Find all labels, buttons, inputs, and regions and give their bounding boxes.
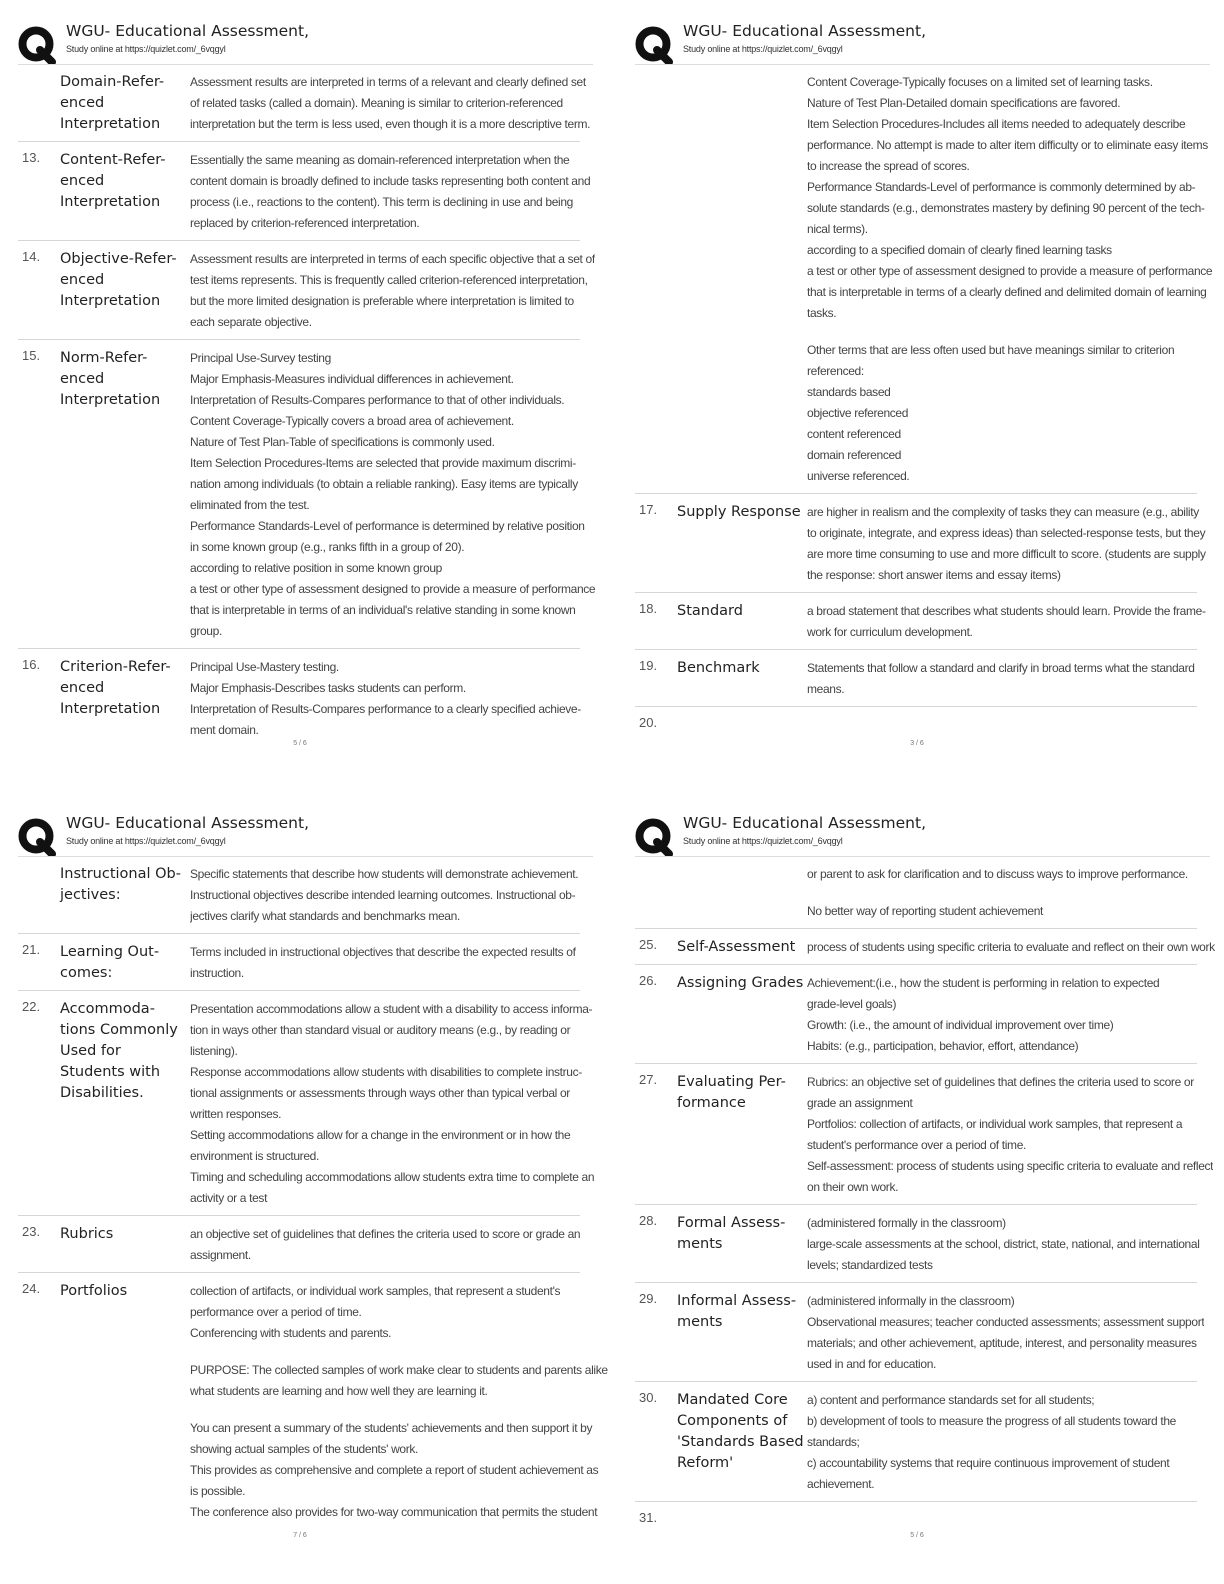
term-label (60, 348, 190, 642)
definition-line: process of students using specific criteria to evaluate and reflect on their own work (807, 940, 1215, 954)
page-top-left (0, 0, 600, 760)
definition-text (190, 999, 594, 1209)
row-number: 16. (22, 657, 41, 672)
definition-line: that is interpretable in terms of a clearly defined and delimited domain of learning (807, 285, 1207, 299)
term-label (677, 1213, 807, 1276)
definition-line: b) development of tools to measure the progress of all students toward the (807, 1414, 1176, 1428)
definition-line: solute standards (e.g., demonstrates mastery by defining 90 percent of the tech- (807, 201, 1205, 215)
table-row (18, 934, 580, 991)
row-number: 22. (22, 999, 41, 1014)
definition-line: tional assignments or assessments through ways other than typical verbal or (190, 1086, 570, 1100)
row-number (18, 864, 60, 927)
definition-line: collection of artifacts, or individual work samples, that represent a student's (190, 1284, 561, 1298)
definition-line: Response accommodations allow students with disabilities to complete instruc- (190, 1065, 582, 1079)
row-number: 31. (639, 1510, 658, 1525)
definition-line: large-scale assessments at the school, district, state, national, and international (807, 1237, 1200, 1251)
term-line: Interpretation (60, 701, 161, 717)
definition-text (807, 658, 1197, 700)
definition-line: Nature of Test Plan-Detailed domain specifications are favored. (807, 96, 1121, 110)
term-line: Interpretation (60, 392, 161, 408)
term-label (677, 1390, 807, 1495)
glossary-table (635, 856, 1215, 1531)
table-row (18, 142, 591, 241)
definition-line: used in and for education. (807, 1357, 936, 1371)
quizlet-logo-icon (635, 26, 673, 64)
term-line: Components of (677, 1413, 788, 1429)
definition-line: ment domain. (190, 723, 259, 737)
term-line: enced (60, 272, 105, 288)
term-line: ments (677, 1236, 723, 1252)
page-number: 3 / 6 (910, 740, 924, 747)
term-line: Used for (60, 1043, 121, 1059)
page-header (635, 814, 1210, 856)
definition-line: a test or other type of assessment designed to provide a measure of performance (190, 582, 596, 596)
term-label (60, 72, 190, 135)
table-row (635, 593, 1206, 650)
table-row (635, 965, 1197, 1064)
definition-line: student's performance over a period of time. (807, 1138, 1027, 1152)
table-row (18, 64, 591, 142)
table-row (635, 494, 1206, 593)
row-number: 14. (22, 249, 41, 264)
definition-line: Nature of Test Plan-Table of specifications is commonly used. (190, 435, 495, 449)
definition-line: Performance Standards-Level of performance is commonly determined by ab- (807, 180, 1196, 194)
definition-line: No better way of reporting student achievement (807, 904, 1044, 918)
definition-line: Interpretation of Results-Compares performance to a clearly specified achieve- (190, 702, 581, 716)
glossary-table (18, 856, 608, 1529)
page-header (635, 22, 1210, 64)
header-title: WGU- Educational Assessment, (66, 814, 310, 832)
definition-line: test items represents. This is frequently called criterion-referenced interpretation, (190, 273, 588, 287)
definition-line: standards based (807, 385, 891, 399)
paragraph-gap (807, 324, 1212, 340)
page-number: 5 / 6 (910, 1532, 924, 1539)
definition-text (190, 1224, 580, 1266)
paragraph-gap (807, 885, 1197, 901)
term-label (677, 601, 807, 643)
row-number: 27. (639, 1072, 658, 1087)
definition-line: Item Selection Procedures-Includes all items needed to adequately describe (807, 117, 1186, 131)
definition-line: Portfolios: collection of artifacts, or individual work samples, that represent a (807, 1117, 1183, 1131)
definition-line: Content Coverage-Typically focuses on a limited set of learning tasks. (807, 75, 1153, 89)
definition-line: (administered formally in the classroom) (807, 1216, 1006, 1230)
table-row (18, 649, 580, 747)
row-number (635, 72, 677, 487)
term-line: Disabilities. (60, 1085, 144, 1101)
definition-text (190, 249, 595, 333)
definition-line: domain referenced (807, 448, 902, 462)
definition-line: tasks. (807, 306, 837, 320)
definition-line: This provides as comprehensive and complete a report of student achievement as (190, 1463, 599, 1477)
definition-line: Self-assessment: process of students using specific criteria to evaluate and reflect (807, 1159, 1214, 1173)
definition-line: referenced: (807, 364, 864, 378)
definition-line: standards; (807, 1435, 860, 1449)
page-bottom-right (617, 792, 1217, 1552)
definition-line: Presentation accommodations allow a student with a disability to access informa- (190, 1002, 593, 1016)
definition-line: Content Coverage-Typically covers a broad area of achievement. (190, 414, 514, 428)
row-number: 15. (22, 348, 41, 363)
definition-line: the response: short answer items and essay items) (807, 568, 1061, 582)
definition-line: Assessment results are interpreted in terms of a relevant and clearly defined set (190, 75, 586, 89)
table-row (635, 1205, 1200, 1283)
term-line: jectives: (60, 887, 121, 903)
header-subtitle[interactable]: Study online at https://quizlet.com/_6vqgyl (66, 44, 226, 54)
page-number: 7 / 6 (293, 1532, 307, 1539)
row-number: 25. (639, 937, 658, 952)
row-number: 26. (639, 973, 658, 988)
quizlet-logo-icon (18, 26, 56, 64)
definition-line: are higher in realism and the complexity of tasks they can measure (e.g., ability (807, 505, 1199, 519)
term-label (677, 658, 807, 700)
term-line: Evaluating Per- (677, 1074, 786, 1090)
table-row (635, 1502, 1197, 1531)
definition-line: jectives clarify what standards and benchmarks mean. (190, 909, 460, 923)
definition-text (190, 72, 590, 135)
definition-line: nation among individuals (to obtain a reliable ranking). Easy items are typically (190, 477, 578, 491)
definition-line: Interpretation of Results-Compares performance to that of other individuals. (190, 393, 565, 407)
table-row (635, 707, 1197, 736)
definition-line: of related tasks (called a domain). Meaning is similar to criterion-referenced (190, 96, 563, 110)
definition-line: Rubrics: an objective set of guidelines that defines the criteria used to score or (807, 1075, 1194, 1089)
definition-line: written responses. (190, 1107, 282, 1121)
definition-line: replaced by criterion-referenced interpretation. (190, 216, 420, 230)
term-line: Instructional Ob- (60, 866, 181, 882)
term-label (677, 864, 807, 922)
term-line: enced (60, 95, 105, 111)
paragraph-gap (190, 1402, 608, 1418)
term-line: Formal Assess- (677, 1215, 786, 1231)
term-label (60, 249, 190, 333)
table-row (635, 650, 1197, 707)
row-number: 20. (639, 715, 658, 730)
definition-line: Assessment results are interpreted in terms of each specific objective that a set of (190, 252, 595, 266)
term-label (677, 1291, 807, 1375)
term-line: ments (677, 1314, 723, 1330)
definition-line: Timing and scheduling accommodations allow students extra time to complete an (190, 1170, 595, 1184)
definition-line: what students are learning and how well they are learning it. (190, 1384, 488, 1398)
definition-line: a broad statement that describes what students should learn. Provide the frame- (807, 604, 1206, 618)
page-number: 5 / 6 (293, 740, 307, 747)
row-number (635, 864, 677, 922)
definition-line: c) accountability systems that require continuous improvement of student (807, 1456, 1170, 1470)
term-label (60, 150, 190, 234)
table-row (635, 64, 1213, 494)
definition-line: to originate, integrate, and express ideas) than selected-response tests, but they (807, 526, 1206, 540)
definition-line: Achievement:(i.e., how the student is performing in relation to expected (807, 976, 1160, 990)
header-title: WGU- Educational Assessment, (683, 22, 927, 40)
definition-line: environment is structured. (190, 1149, 319, 1163)
term-line: Reform' (677, 1455, 734, 1471)
definition-line: The conference also provides for two-way communication that permits the student (190, 1505, 598, 1519)
definition-line: Instructional objectives describe intended learning outcomes. Instructional ob- (190, 888, 576, 902)
definition-line: Conferencing with students and parents. (190, 1326, 392, 1340)
definition-line: (administered informally in the classroom) (807, 1294, 1015, 1308)
glossary-table (18, 64, 596, 747)
definition-text (807, 1291, 1204, 1375)
term-line: Informal Assess- (677, 1293, 797, 1309)
definition-text (807, 1390, 1197, 1495)
term-line: Rubrics (60, 1226, 114, 1242)
page-bottom-left (0, 792, 608, 1552)
definition-line: Growth: (i.e., the amount of individual improvement over time) (807, 1018, 1114, 1032)
quizlet-logo-icon (18, 818, 56, 856)
term-line: Interpretation (60, 293, 161, 309)
definition-line: universe referenced. (807, 469, 910, 483)
table-row (635, 856, 1197, 929)
definition-line: content domain is broadly defined to include tasks representing both content and (190, 174, 591, 188)
definition-line: Major Emphasis-Describes tasks students can perform. (190, 681, 466, 695)
definition-line: in some known group (e.g., ranks fifth in a group of 20). (190, 540, 465, 554)
row-number: 18. (639, 601, 658, 616)
quizlet-logo-icon (635, 818, 673, 856)
term-line: enced (60, 680, 105, 696)
term-line: Interpretation (60, 116, 161, 132)
header-subtitle[interactable]: Study online at https://quizlet.com/_6vqgyl (683, 836, 843, 846)
definition-text (190, 348, 595, 642)
definition-line: achievement. (807, 1477, 875, 1491)
table-row (18, 991, 595, 1216)
table-row (18, 241, 595, 340)
definition-line: Setting accommodations allow for a change in the environment or in how the (190, 1128, 571, 1142)
definition-line: is possible. (190, 1484, 246, 1498)
definition-line: instruction. (190, 966, 244, 980)
definition-line: according to a specified domain of clearly fined learning tasks (807, 243, 1112, 257)
row-number: 28. (639, 1213, 658, 1228)
term-line: Standard (677, 603, 743, 619)
definition-line: to increase the spread of scores. (807, 159, 970, 173)
row-number: 17. (639, 502, 658, 517)
term-line: 'Standards Based (677, 1434, 804, 1450)
definition-line: Performance Standards-Level of performance is determined by relative position (190, 519, 585, 533)
table-row (635, 1382, 1197, 1502)
definition-line: Major Emphasis-Measures individual differences in achievement. (190, 372, 514, 386)
page-top-right (617, 0, 1217, 760)
term-line: formance (677, 1095, 746, 1111)
definition-line: activity or a test (190, 1191, 268, 1205)
term-line: Objective-Refer- (60, 251, 177, 267)
term-label (677, 973, 807, 1057)
definition-text (807, 601, 1206, 643)
term-label (60, 864, 190, 927)
definition-text (807, 864, 1197, 922)
term-label (677, 502, 807, 586)
definition-line: tion in ways other than standard visual or auditory means (e.g., by reading or (190, 1023, 571, 1037)
definition-line: each separate objective. (190, 315, 312, 329)
definition-line: Principal Use-Mastery testing. (190, 660, 339, 674)
term-line: enced (60, 371, 105, 387)
definition-text (807, 937, 1215, 958)
term-label (677, 1072, 807, 1198)
term-label (677, 72, 807, 487)
definition-text (807, 715, 1197, 730)
term-line: Accommoda- (60, 1001, 155, 1017)
term-line: Content-Refer- (60, 152, 166, 168)
definition-line: a test or other type of assessment designed to provide a measure of performance (807, 264, 1213, 278)
row-number: 13. (22, 150, 41, 165)
table-row (18, 340, 596, 649)
row-number: 24. (22, 1281, 41, 1296)
definition-line: You can present a summary of the students' achievements and then support it by (190, 1421, 593, 1435)
term-label (60, 942, 190, 984)
definition-text (807, 973, 1197, 1057)
definition-line: grade an assignment (807, 1096, 913, 1110)
definition-line: Statements that follow a standard and clarify in broad terms what the standard (807, 661, 1195, 675)
row-number: 23. (22, 1224, 41, 1239)
definition-text (190, 864, 580, 927)
definition-line: grade-level goals) (807, 997, 897, 1011)
definition-line: on their own work. (807, 1180, 899, 1194)
term-line: Learning Out- (60, 944, 160, 960)
definition-line: Principal Use-Survey testing (190, 351, 331, 365)
term-line: Mandated Core (677, 1392, 788, 1408)
term-line: Benchmark (677, 660, 760, 676)
definition-text (190, 1281, 608, 1523)
definition-text (190, 942, 580, 984)
definition-line: an objective set of guidelines that defines the criteria used to score or grade an (190, 1227, 581, 1241)
term-line: Norm-Refer- (60, 350, 148, 366)
definition-line: assignment. (190, 1248, 251, 1262)
definition-text (190, 657, 581, 741)
term-line: Students with (60, 1064, 161, 1080)
term-label (60, 1224, 190, 1266)
term-line: Supply Response (677, 504, 801, 520)
definition-line: Observational measures; teacher conducted assessments; assessment support (807, 1315, 1205, 1329)
definition-line: means. (807, 682, 845, 696)
term-line: Self-Assessment (677, 939, 796, 955)
table-row (635, 929, 1215, 965)
definition-text (807, 72, 1212, 487)
table-row (18, 856, 580, 934)
paragraph-gap (190, 1344, 608, 1360)
term-label (60, 657, 190, 741)
row-number: 19. (639, 658, 658, 673)
definition-line: nical terms). (807, 222, 868, 236)
term-line: Interpretation (60, 194, 161, 210)
definition-line: a) content and performance standards set for all students; (807, 1393, 1095, 1407)
term-label (677, 715, 807, 730)
definition-text (807, 1213, 1200, 1276)
page-header (18, 814, 593, 856)
definition-line: but the more limited designation is preferable where interpretation is limited to (190, 294, 574, 308)
definition-text (807, 1510, 1197, 1525)
term-label (60, 999, 190, 1209)
definition-line: are more time consuming to use and more difficult to score. (students are supply (807, 547, 1206, 561)
page-header (18, 22, 593, 64)
definition-line: process (i.e., reactions to the content). This term is declining in use and being (190, 195, 573, 209)
definition-text (807, 1072, 1213, 1198)
definition-line: interpretation but the term is less used, even though it is a more descriptive term. (190, 117, 591, 131)
term-label (677, 937, 807, 958)
table-row (635, 1283, 1205, 1382)
definition-line: levels; standardized tests (807, 1258, 933, 1272)
term-line: Domain-Refer- (60, 74, 165, 90)
row-number: 29. (639, 1291, 658, 1306)
definition-line: Essentially the same meaning as domain-referenced interpretation when the (190, 153, 570, 167)
row-number (18, 72, 60, 135)
term-line: Assigning Grades (677, 975, 804, 991)
definition-line: materials; and other achievement, aptitude, interest, and personality measures (807, 1336, 1197, 1350)
term-line: tions Commonly (60, 1022, 178, 1038)
definition-line: showing actual samples of the students' work. (190, 1442, 419, 1456)
table-row (18, 1216, 580, 1273)
table-row (18, 1273, 608, 1529)
definition-text (807, 502, 1206, 586)
definition-line: according to relative position in some known group (190, 561, 442, 575)
definition-line: Other terms that are less often used but have meanings similar to criterion (807, 343, 1175, 357)
definition-line: performance over a period of time. (190, 1305, 362, 1319)
definition-line: group. (190, 624, 222, 638)
term-line: Criterion-Refer- (60, 659, 171, 675)
header-subtitle[interactable]: Study online at https://quizlet.com/_6vqgyl (683, 44, 843, 54)
definition-line: or parent to ask for clarification and to discuss ways to improve performance. (807, 867, 1188, 881)
definition-line: Item Selection Procedures-Items are selected that provide maximum discrimi- (190, 456, 576, 470)
row-number: 21. (22, 942, 41, 957)
term-label (677, 1510, 807, 1525)
definition-line: objective referenced (807, 406, 909, 420)
header-title: WGU- Educational Assessment, (683, 814, 927, 832)
definition-line: content referenced (807, 427, 901, 441)
definition-line: Terms included in instructional objectives that describe the expected results of (190, 945, 576, 959)
definition-line: PURPOSE: The collected samples of work make clear to students and parents alike (190, 1363, 608, 1377)
term-line: Portfolios (60, 1283, 128, 1299)
term-line: comes: (60, 965, 113, 981)
term-label (60, 1281, 190, 1523)
term-line: enced (60, 173, 105, 189)
row-number: 30. (639, 1390, 658, 1405)
table-row (635, 1064, 1214, 1205)
definition-line: Habits: (e.g., participation, behavior, effort, attendance) (807, 1039, 1079, 1053)
definition-line: that is interpretable in terms of an individual's relative standing in some known (190, 603, 576, 617)
definition-text (190, 150, 590, 234)
definition-line: eliminated from the test. (190, 498, 310, 512)
header-title: WGU- Educational Assessment, (66, 22, 310, 40)
glossary-table (635, 64, 1213, 736)
header-subtitle[interactable]: Study online at https://quizlet.com/_6vqgyl (66, 836, 226, 846)
definition-line: performance. No attempt is made to alter item difficulty or to eliminate easy items (807, 138, 1208, 152)
definition-line: work for curriculum development. (807, 625, 973, 639)
definition-line: Specific statements that describe how students will demonstrate achievement. (190, 867, 579, 881)
definition-line: listening). (190, 1044, 238, 1058)
